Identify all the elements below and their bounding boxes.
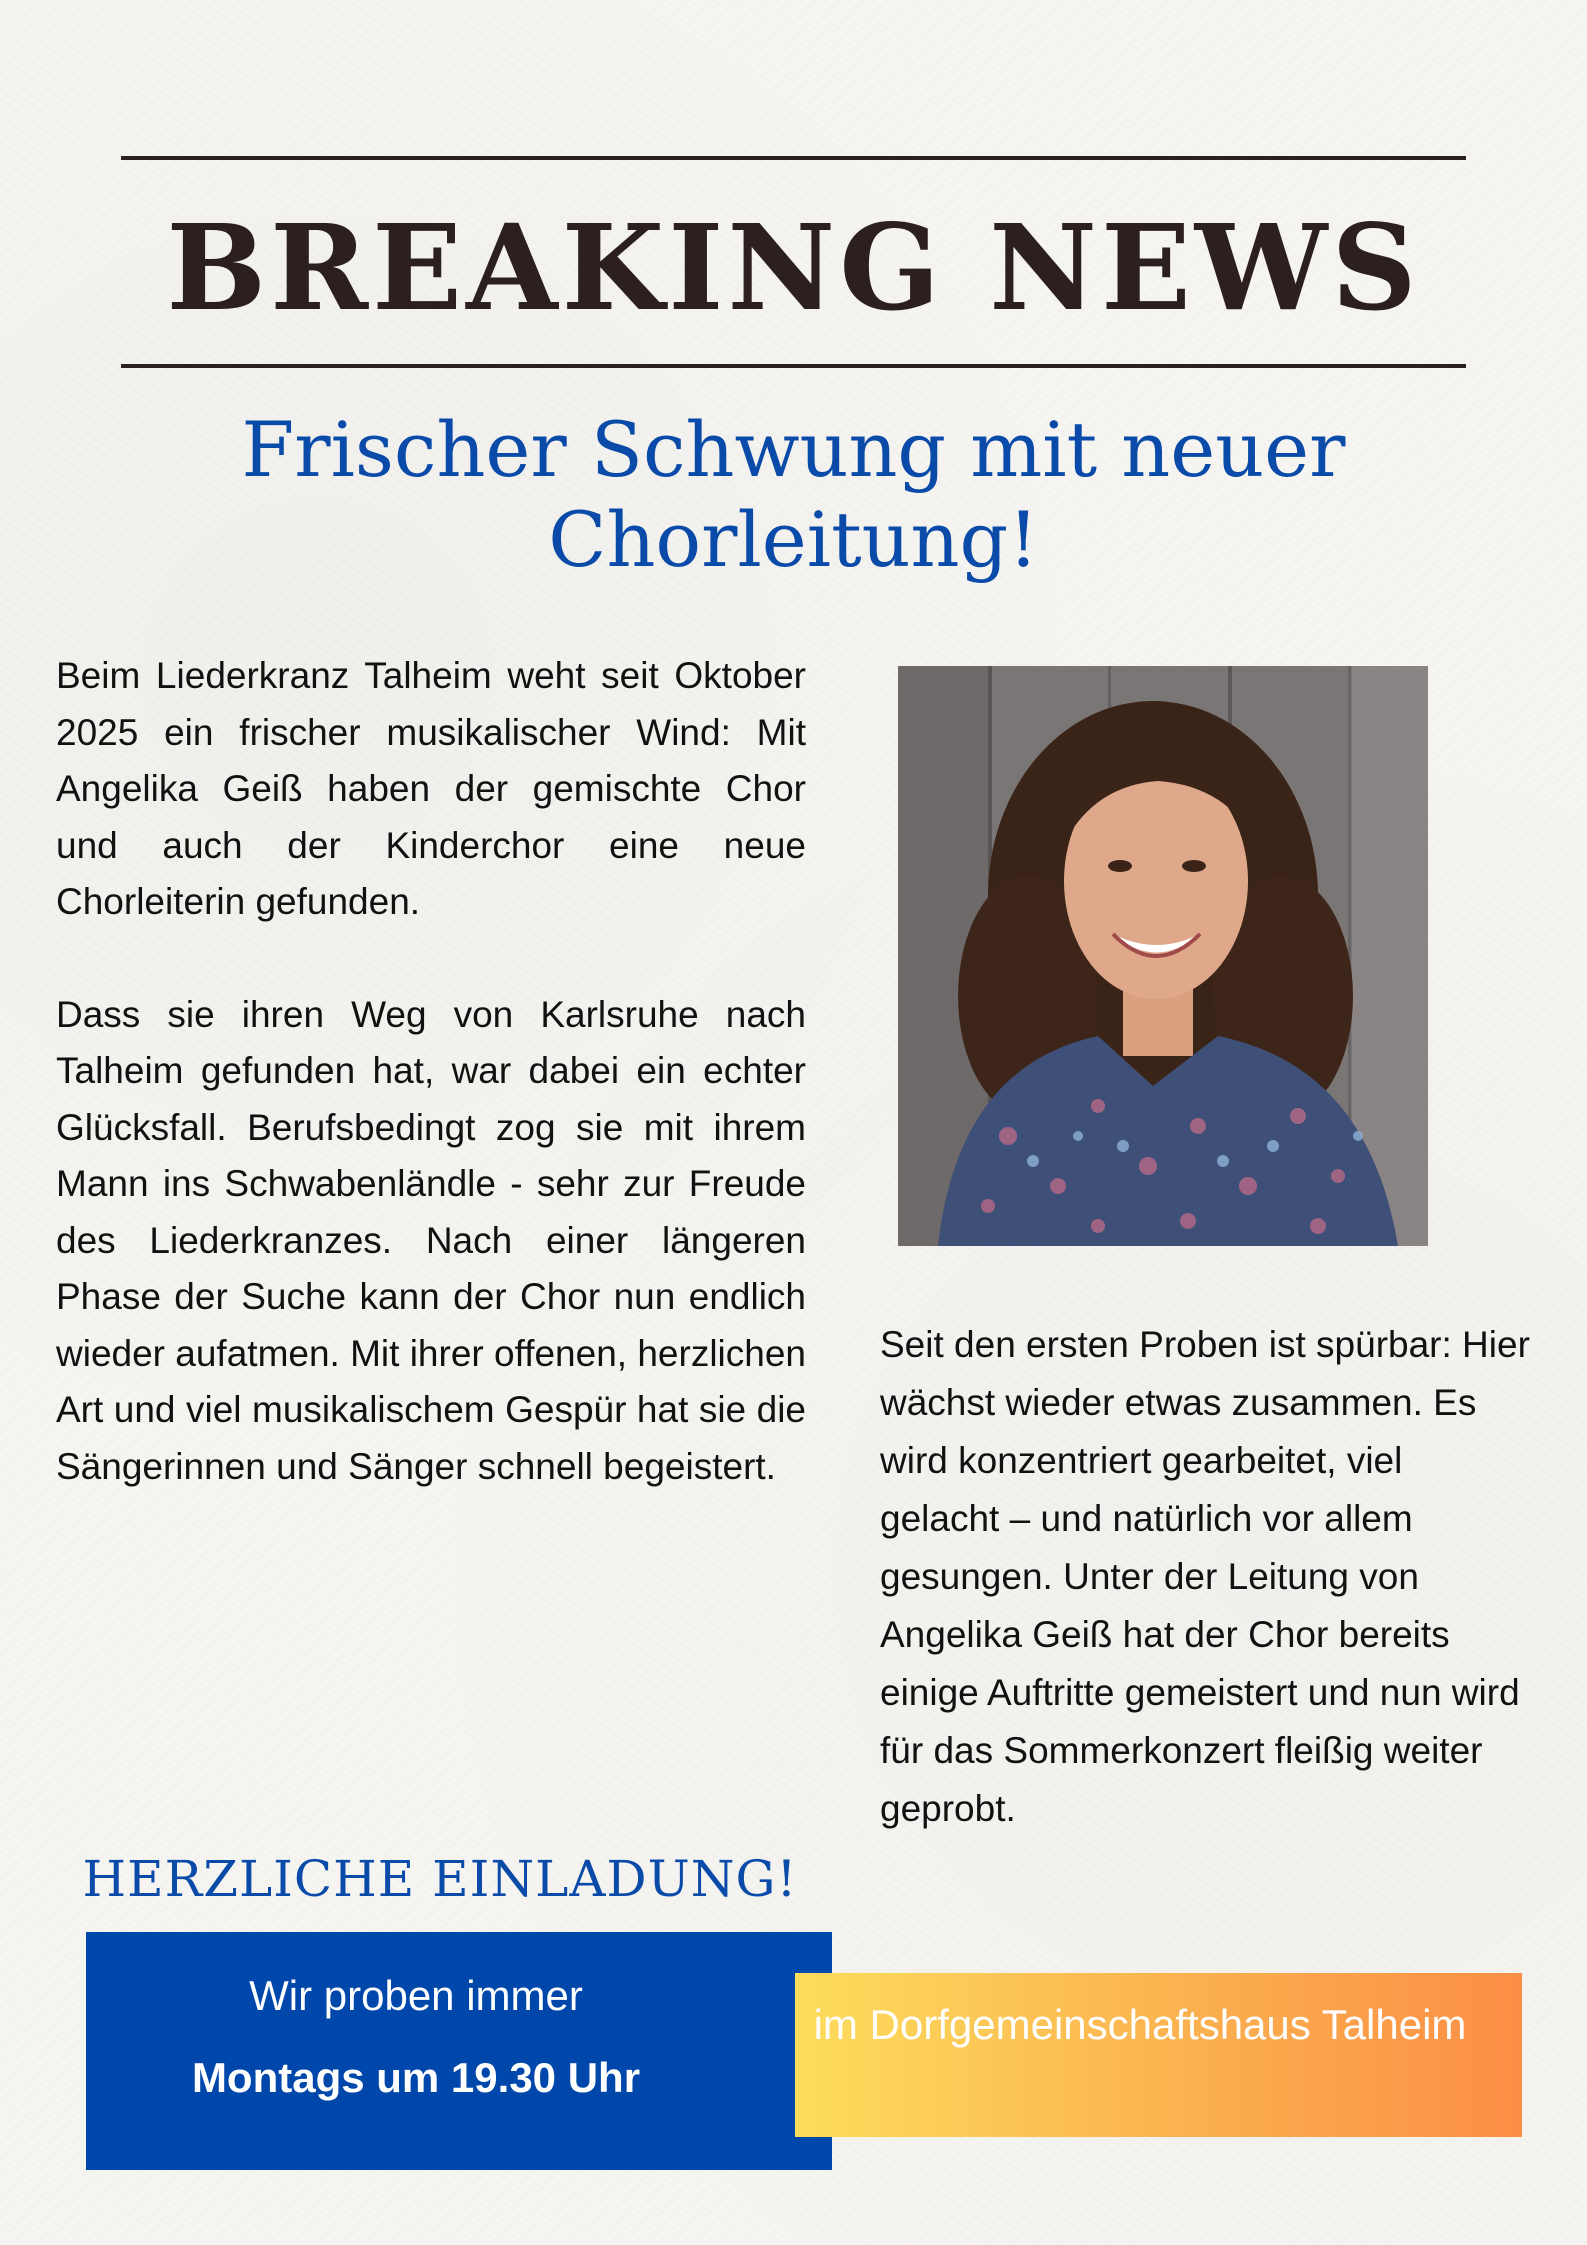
article-left-column [56,648,806,1551]
invitation-heading: HERZLICHE EINLADUNG! [82,1850,798,1908]
location-text: im Dorfgemeinschaftshaus Talheim [813,2001,1467,2048]
rehearsal-time-box [86,1932,832,2170]
masthead-title: BREAKING NEWS [166,198,1421,337]
article-paragraph-3: Seit den ersten Proben ist spürbar: Hier wächst wieder etwas zusammen. Es wird konzentriert gearbeitet, viel gelacht – und natürlich vor allem gesungen. Unter der Leitung von Angelika Geiß hat der Chor bereits einige Auftritte gemeistert und nun wird für das Sommerkonzert fleißig weiter geprobt. [880,1324,1530,1829]
rehearsal-intro: Wir proben immer [249,1972,583,2019]
rehearsal-time: Montags um 19.30 Uhr [191,2054,641,2101]
article-headline: Frischer Schwung mit neuer Chorleitung! [241,405,1346,584]
masthead-top-rule [121,156,1466,160]
portrait-photo [898,666,1428,1246]
masthead-bottom-rule [121,364,1466,368]
article-paragraph-1: Beim Liederkranz Talheim weht seit Oktober 2025 ein frischer musikalischer Wind: Mit Angelika Geiß haben der gemischte Chor und auch der Kinderchor eine neue Chorleiterin gefunden. [56,655,806,922]
location-box [795,1973,1522,2137]
article-paragraph-2: Dass sie ihren Weg von Karlsruhe nach Talheim gefunden hat, war dabei ein echter Glücksfall. Berufsbedingt zog sie mit ihrem Mann ins Schwabenländle - sehr zur Freude des Liederkranzes. Nach einer längeren Phase der Suche kann der Chor nun endlich wieder aufatmen. Mit ihrer offenen, herzlichen Art und viel musikalischem Gespür hat sie die Sängerinnen und Sänger schnell begeistert. [56,993,806,1487]
portrait-illustration [898,666,1428,1246]
